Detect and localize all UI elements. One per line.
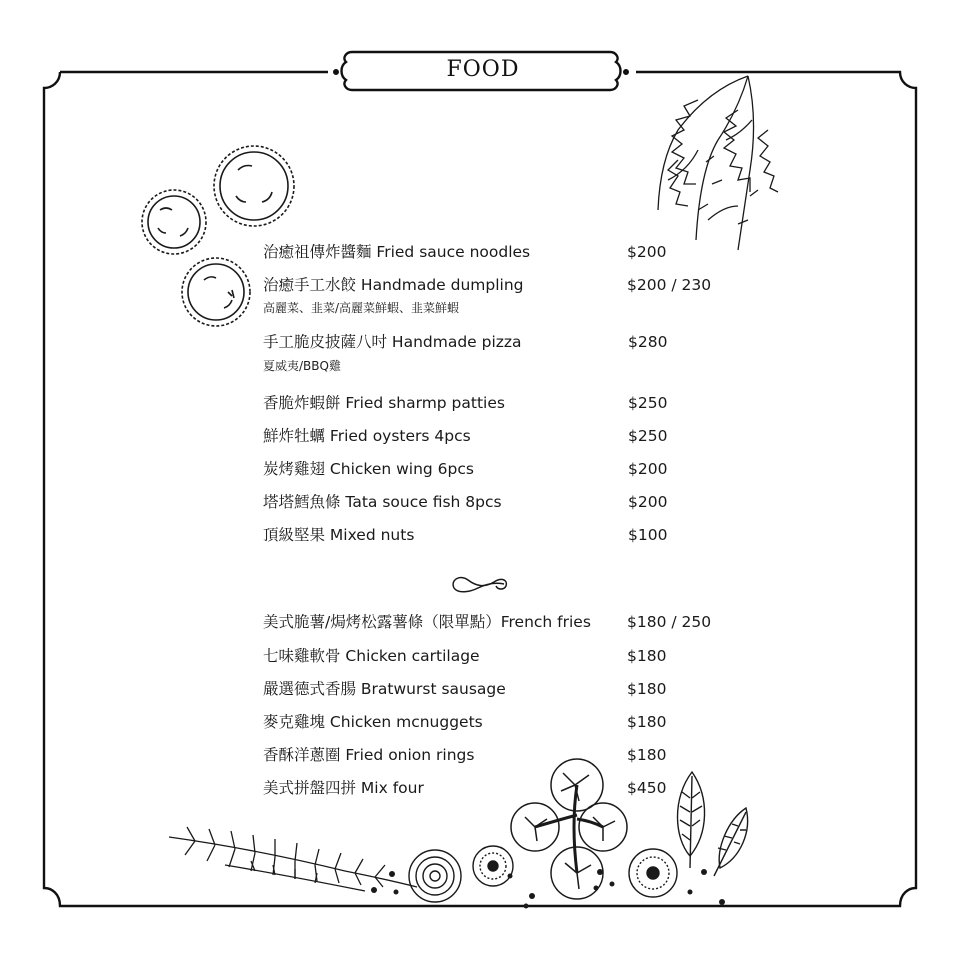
item-name: 七味雞軟骨 Chicken cartilage	[263, 647, 480, 665]
item-note: 夏威夷/BBQ雞	[263, 359, 341, 373]
menu-item	[263, 677, 733, 701]
menu-title: FOOD	[446, 56, 520, 82]
item-price: $200	[628, 460, 668, 478]
herb-bunch-illustration	[638, 70, 788, 260]
swirl-divider	[448, 568, 512, 598]
item-name: 嚴選德式香腸 Bratwurst sausage	[263, 680, 506, 698]
item-name: 香酥洋蔥圈 Fried onion rings	[263, 746, 475, 764]
item-name: 手工脆皮披薩八吋 Handmade pizza	[263, 333, 522, 351]
item-name: 美式脆薯/焗烤松露薯條（限單點）French fries	[263, 613, 591, 631]
item-price: $250	[628, 394, 668, 412]
menu-item	[263, 523, 733, 547]
menu-item	[263, 273, 733, 297]
item-price: $180	[627, 680, 667, 698]
item-price: $200	[627, 243, 667, 261]
item-price: $100	[628, 526, 668, 544]
item-price: $280	[628, 333, 668, 351]
item-price: $180	[627, 746, 667, 764]
menu-item	[263, 710, 733, 734]
menu-item	[263, 490, 733, 514]
item-name: 治癒祖傳炸醬麵 Fried sauce noodles	[263, 243, 531, 261]
item-name: 美式拼盤四拼 Mix four	[263, 779, 424, 797]
item-name: 治癒手工水餃 Handmade dumpling	[263, 276, 524, 294]
item-note: 高麗菜、韭菜/高麗菜鮮蝦、韭菜鮮蝦	[263, 301, 460, 315]
menu-item	[263, 644, 733, 668]
item-price: $200 / 230	[627, 276, 712, 294]
pepper-dots	[360, 862, 740, 912]
item-name: 香脆炸蝦餅 Fried sharmp patties	[263, 394, 505, 412]
item-name: 鮮炸牡蠣 Fried oysters 4pcs	[263, 427, 471, 445]
item-price: $450	[627, 779, 667, 797]
menu-item	[263, 457, 733, 481]
item-price: $250	[628, 427, 668, 445]
menu-item	[263, 610, 733, 634]
item-name: 麥克雞塊 Chicken mcnuggets	[263, 713, 483, 731]
menu-item	[263, 330, 733, 354]
menu-item	[263, 743, 733, 767]
item-price: $180	[627, 647, 667, 665]
item-name: 炭烤雞翅 Chicken wing 6pcs	[263, 460, 474, 478]
menu-item	[263, 240, 733, 264]
menu-item	[263, 391, 733, 415]
item-name: 頂級堅果 Mixed nuts	[263, 526, 415, 544]
item-price: $180 / 250	[627, 613, 712, 631]
menu-item	[263, 776, 733, 800]
item-price: $180	[627, 713, 667, 731]
menu-item	[263, 424, 733, 448]
item-price: $200	[628, 493, 668, 511]
item-name: 塔塔鱈魚條 Tata souce fish 8pcs	[263, 493, 502, 511]
